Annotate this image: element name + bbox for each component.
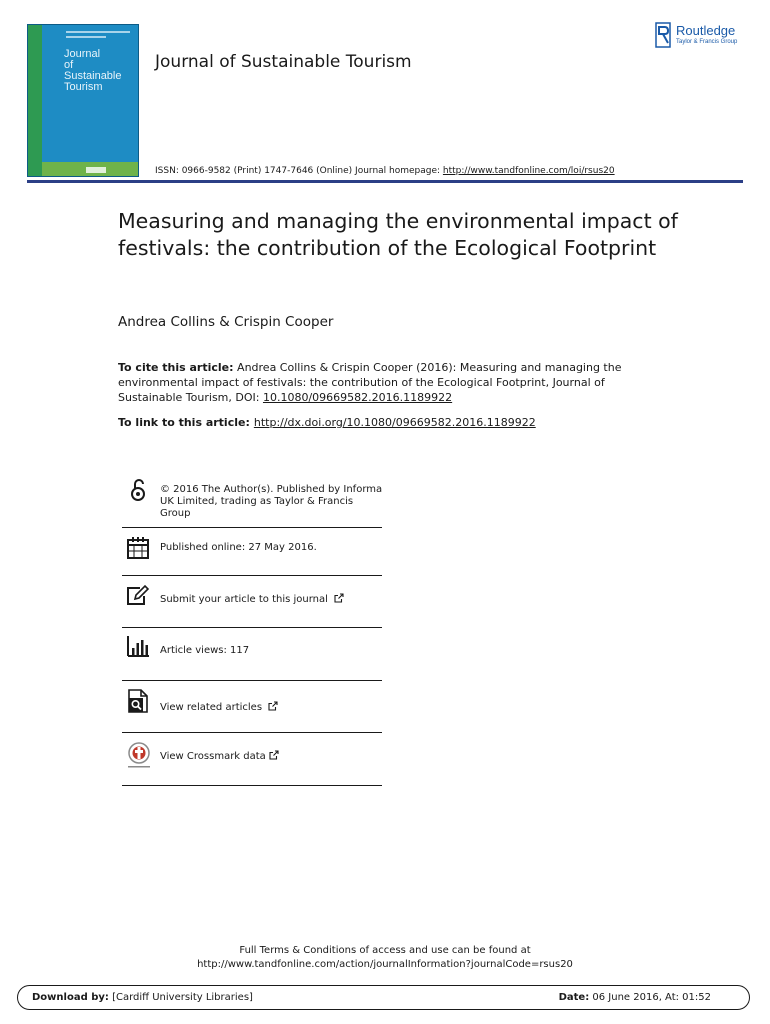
published-item — [122, 528, 382, 576]
publisher-name: Routledge — [676, 23, 736, 38]
cover-title: Journal of Sustainable Tourism — [64, 48, 122, 93]
published-date: Published online: 27 May 2016. — [160, 542, 317, 553]
cite-doi-link[interactable]: 10.1080/09669582.2016.1189922 — [262, 391, 453, 404]
issn-line — [155, 166, 615, 176]
publisher-subtitle: Taylor & Francis Group — [676, 39, 738, 45]
citation-block — [118, 360, 638, 405]
external-link-icon — [334, 593, 344, 603]
download-by-value: [Cardiff University Libraries] — [108, 992, 253, 1003]
related-articles-link[interactable] — [160, 701, 382, 714]
article-link-block — [118, 416, 536, 429]
download-by-label: Download by: — [32, 992, 109, 1003]
bar-chart-icon — [126, 634, 150, 658]
open-access-item — [122, 476, 382, 528]
crossmark-item[interactable] — [122, 733, 382, 786]
article-views-count: Article views: 117 — [160, 645, 250, 656]
article-title: Measuring and managing the environmental impact of festivals: the contribution of the Ecological Footprint — [118, 209, 678, 260]
cover-decoration — [116, 31, 130, 33]
terms-line: Full Terms & Conditions of access and use can be found at — [239, 945, 531, 956]
article-authors: Andrea Collins & Crispin Cooper — [118, 314, 334, 330]
issn-text: ISSN: 0966-9582 (Print) 1747-7646 (Online) Journal homepage: — [155, 166, 443, 176]
download-date-label: Date: — [558, 992, 590, 1003]
link-label: To link to this article: — [118, 416, 250, 429]
article-doi-link[interactable]: http://dx.doi.org/10.1080/09669582.2016.1189922 — [253, 416, 536, 429]
article-info-list — [122, 476, 382, 786]
journal-cover-image — [27, 24, 139, 177]
download-date — [559, 992, 711, 1003]
download-by — [32, 992, 253, 1003]
article-views-item — [122, 628, 382, 681]
submit-article-item[interactable] — [122, 576, 382, 628]
external-link-icon — [268, 701, 278, 711]
journal-homepage-link[interactable]: http://www.tandfonline.com/loi/rsus20 — [442, 166, 615, 176]
open-access-icon — [126, 478, 150, 502]
download-info-bar — [17, 985, 750, 1010]
edit-icon — [126, 584, 150, 608]
routledge-logo — [655, 22, 755, 50]
cover-decoration — [66, 36, 106, 38]
download-date-value: 06 June 2016, At: 01:52 — [589, 992, 711, 1003]
external-link-icon — [269, 750, 279, 760]
terms-note — [0, 944, 770, 972]
document-search-icon — [126, 689, 150, 713]
calendar-icon — [126, 536, 150, 560]
routledge-mark-icon — [655, 22, 671, 48]
cite-text: Andrea Collins & Crispin Cooper (2016): Measuring and managing the environmental impact of festivals: the contribution of the Ecological Footprint, Journal of Sustainable Tourism, DOI: — [118, 361, 622, 404]
cover-publisher-mark — [86, 167, 106, 173]
cover-spine — [28, 25, 42, 176]
submit-article-link[interactable] — [160, 593, 382, 606]
open-access-text: © 2016 The Author(s). Published by Informa UK Limited, trading as Taylor & Francis Group — [160, 484, 383, 519]
crossmark-link[interactable] — [160, 750, 382, 763]
cite-label: To cite this article: — [118, 361, 234, 374]
terms-url[interactable]: http://www.tandfonline.com/action/journalInformation?journalCode=rsus20 — [197, 959, 573, 970]
journal-title: Journal of Sustainable Tourism — [155, 52, 412, 72]
crossmark-icon — [126, 742, 152, 770]
submit-article-label: Submit your article to this journal — [160, 594, 328, 605]
related-articles-label: View related articles — [160, 702, 263, 713]
header-divider — [27, 180, 743, 183]
crossmark-label: View Crossmark data — [160, 751, 266, 762]
related-articles-item[interactable] — [122, 681, 382, 733]
